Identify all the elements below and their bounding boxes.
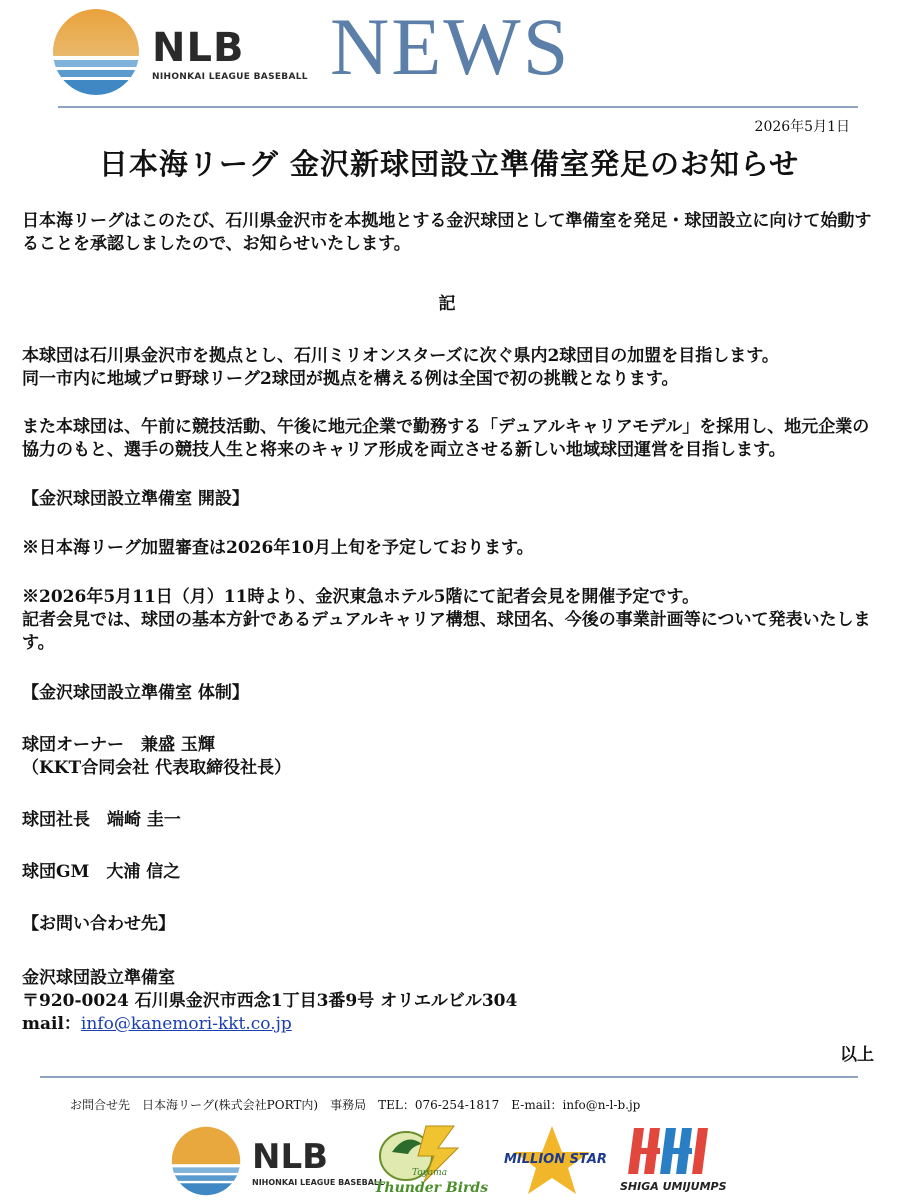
document-title: 日本海リーグ 金沢新球団設立準備室発足のお知らせ [98,147,800,181]
shiga-team-name: SHIGA UMIJUMPS [620,1180,727,1193]
section-heading-contact: 【お問い合わせ先】 [22,914,175,934]
footer-nlb-logo [170,1126,385,1196]
team-president: 球団社長 端崎 圭一 [22,810,181,830]
intro-paragraph: 日本海リーグはこのたび、石川県金沢市を本拠地とする金沢球団として準備室を発足・球団設立に向けて始動することを承認しましたので、お知らせいたします。 [22,211,872,254]
shiga-umijumps-logo [620,1124,730,1198]
footer-logos [0,1120,898,1200]
contact-name: 金沢球団設立準備室 [22,968,175,988]
nlb-logo [52,8,308,98]
logo-wordmark: NLB [152,25,245,71]
ishikawa-team-name: MILLION STAR [504,1152,607,1167]
document-body [22,210,872,1036]
contact-mail-line [22,1013,872,1036]
note-review-schedule: ※日本海リーグ加盟審査は2026年10月上旬を予定しております。 [22,538,534,558]
footer-contact-info: お問合せ先 日本海リーグ(株式会社PORT内) 事務局 TEL：076-254-1817 E-mail：info@n-l-b.jp [70,1098,641,1112]
footer-logo-subtitle: NIHONKAI LEAGUE BASEBALL [252,1178,385,1187]
contact-address: 〒920-0024 石川県金沢市西念1丁目3番9号 オリエルビル304 [22,991,518,1011]
logo-subtitle: NIHONKAI LEAGUE BASEBALL [152,72,308,82]
team-gm: 球団GM 大浦 信之 [22,862,181,882]
section-heading-opening: 【金沢球団設立準備室 開設】 [22,489,249,509]
news-heading: NEWS [330,1,571,92]
ishikawa-million-stars-logo [490,1124,610,1198]
footer-nlb-sun-sea-icon [170,1126,242,1196]
section-heading-structure: 【金沢球団設立準備室 体制】 [22,683,249,703]
ki-heading: 記 [438,294,456,314]
header-divider [58,106,858,108]
team-owner: 球団オーナー 兼盛 玉輝 [22,735,215,755]
toyama-small-label: Toyama [412,1168,448,1178]
nlb-sun-sea-icon [52,8,140,96]
page-header [0,0,898,110]
footer-logo-wordmark: NLB [252,1137,329,1177]
paragraph-1-line-2: 同一市内に地域プロ野球リーグ2球団が拠点を構える例は全国で初の挑戦となります。 [22,369,679,389]
contact-email-link[interactable]: info@kanemori-kkt.co.jp [80,1014,292,1034]
note-press-conference-detail: 記者会見では、球団の基本方針であるデュアルキャリア構想、球団名、今後の事業計画等について発表いたします。 [22,610,871,653]
team-owner-title: （KKT合同会社 代表取締役社長） [22,758,292,778]
umijumps-icon [620,1124,730,1180]
paragraph-2: また本球団は、午前に競技活動、午後に地元企業で勤務する「デュアルキャリアモデル」を採用し、地元企業の協力のもと、選手の競技人生と将来のキャリア形成を両立させる新しい地域球団運営を目指します。 [22,417,870,460]
mail-label: mail： [22,1014,81,1034]
toyama-team-name: Thunder Birds [374,1180,489,1196]
footer-divider [40,1076,858,1078]
toyama-thunderbirds-logo [372,1122,489,1200]
note-press-conference: ※2026年5月11日（月）11時より、金沢東急ホテル5階にて記者会見を開催予定です。 [22,587,700,607]
document-date: 2026年5月1日 [754,119,850,135]
closing-mark: 以上 [840,1045,874,1065]
paragraph-1-line-1: 本球団は石川県金沢市を拠点とし、石川ミリオンスターズに次ぐ県内2球団目の加盟を目指します。 [22,346,779,366]
